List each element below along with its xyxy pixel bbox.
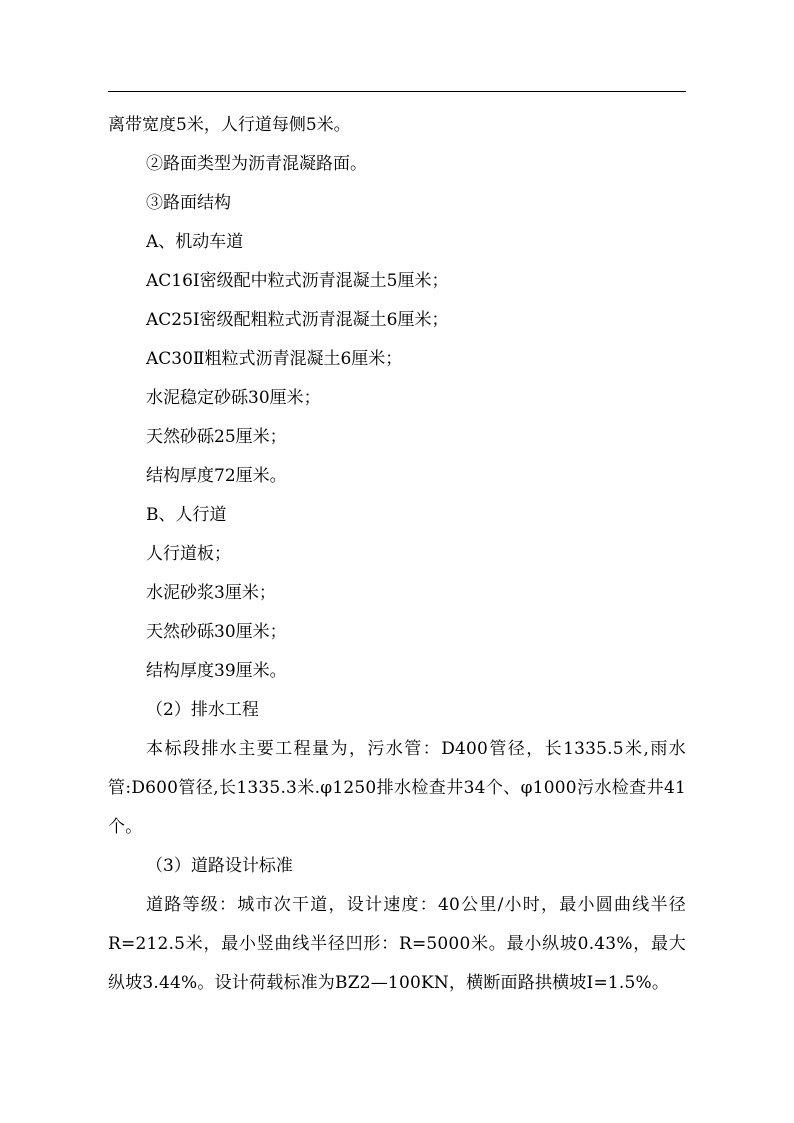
text-line-motor-lane-heading: A、机动车道 — [146, 232, 244, 252]
text-line-natural-gravel-30: 天然砂砾30厘米； — [146, 622, 287, 642]
section-heading-design-standard: （3）道路设计标准 — [146, 856, 293, 876]
text-line-sidewalk-heading: B、人行道 — [146, 505, 227, 525]
text-line-cement-mortar-layer: 水泥砂浆3厘米； — [146, 583, 276, 603]
text-line-pavement-type: ②路面类型为沥青混凝路面。 — [146, 154, 367, 174]
text-line-ac30-layer: AC30Ⅱ粗粒式沥青混凝土6厘米； — [146, 349, 403, 369]
text-line-sidewalk-slab: 人行道板； — [146, 544, 231, 564]
header-rule — [108, 91, 686, 92]
text-line-natural-gravel-layer: 天然砂砾25厘米； — [146, 427, 287, 447]
paragraph-drainage-quantities: 本标段排水主要工程量为，污水管：D400管径，长1335.5米,雨水管:D600管径,长1335.3米.φ1250排水检查井34个、φ1000污水检查井41个。 — [108, 739, 686, 837]
text-line-structure-thickness-39: 结构厚度39厘米。 — [146, 661, 287, 681]
document-body — [108, 106, 686, 1003]
text-line-divider-width: 离带宽度5米，人行道每侧5米。 — [108, 115, 351, 135]
text-line-ac16-layer: AC16Ⅰ密级配中粒式沥青混凝土5厘米； — [146, 271, 449, 291]
section-heading-drainage: （2）排水工程 — [146, 700, 259, 720]
text-line-cement-gravel-layer: 水泥稳定砂砾30厘米； — [146, 388, 321, 408]
paragraph-design-standard: 道路等级：城市次干道，设计速度：40公里/小时，最小圆曲线半径R=212.5米，最小竖曲线半径凹形：R=5000米。最小纵坡0.43%，最大纵坡3.44%。设计荷载标准为BZ2—100KN，横断面路拱横坡I=1.5%。 — [108, 895, 686, 993]
text-line-pavement-structure: ③路面结构 — [146, 193, 231, 213]
text-line-structure-thickness-72: 结构厚度72厘米。 — [146, 466, 287, 486]
text-line-ac25-layer: AC25Ⅰ密级配粗粒式沥青混凝土6厘米； — [146, 310, 449, 330]
